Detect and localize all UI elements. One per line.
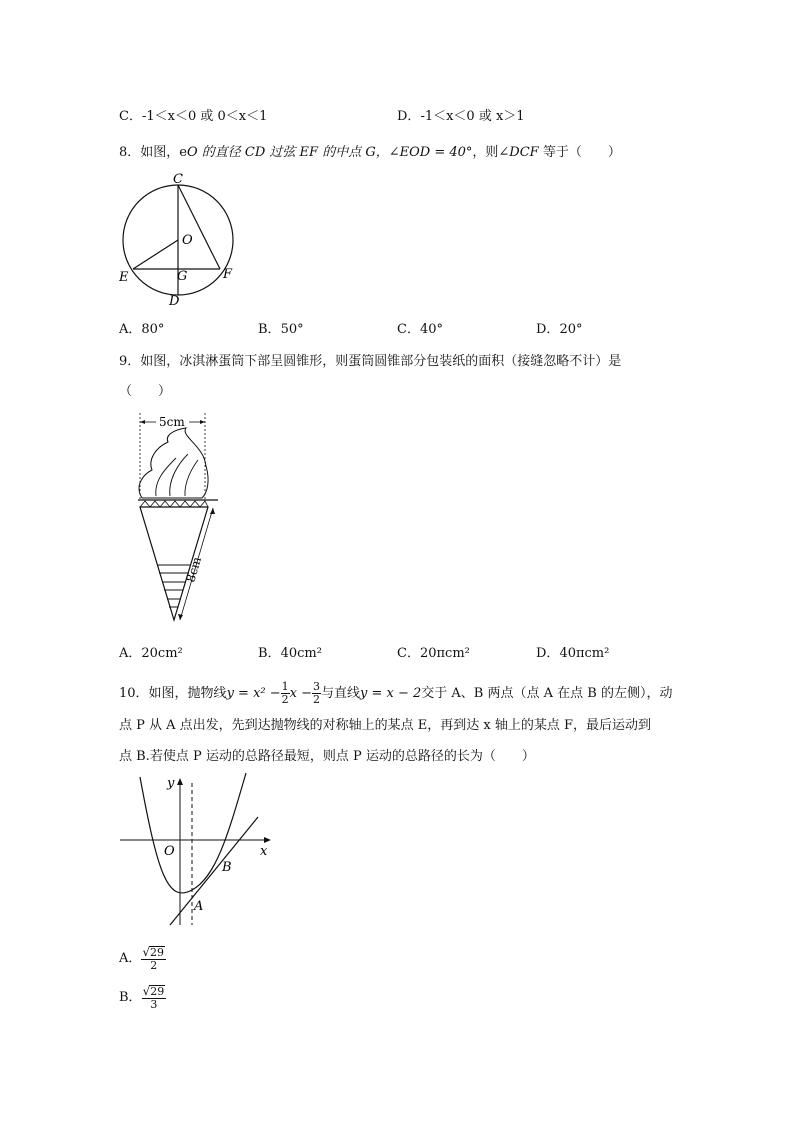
q7-option-d-label: D． <box>397 109 421 124</box>
width-label: 5cm <box>159 415 185 429</box>
label-o: O <box>182 233 193 248</box>
q10-line1-c: 交于 A、B 两点（点 A 在点 B 的左侧），动 <box>421 686 673 701</box>
ice-cream-top <box>139 428 208 498</box>
q10-line1-b: 与直线 <box>321 686 361 701</box>
q10-line2: 点 P 从 A 点出发，先到达抛物线的对称轴上的某点 E，再到达 x 轴上的某点 F，最后运动到 <box>119 718 652 733</box>
q8-stem-d: 等于（ ） <box>538 145 621 160</box>
option-b-fraction: $\frac{√29}{3}$ <box>142 984 165 1011</box>
q7-option-d-text: -1＜x＜0 或 x＞1 <box>420 109 525 124</box>
q9-option-b <box>258 646 322 662</box>
q9-option-d-label: D． <box>536 646 560 661</box>
q10-number: 10． <box>119 686 149 701</box>
q9-option-b-text: 40cm² <box>280 646 322 661</box>
parabola-lhs: y = x² − <box>226 686 281 701</box>
q8-angle-given: ∠EOD = 40° <box>388 145 473 160</box>
q9-stem <box>119 354 621 370</box>
q8-option-b <box>258 322 304 338</box>
label-e: E <box>119 270 129 285</box>
q7-option-c-label: C． <box>119 109 142 124</box>
q7-option-c <box>119 109 267 125</box>
q9-option-a <box>119 646 183 662</box>
label-g: G <box>177 269 188 284</box>
q8-angle-asked: ∠DCF <box>498 145 539 160</box>
option-a-fraction: $\frac{√29}{2}$ <box>142 945 165 972</box>
q9-option-d <box>536 646 609 662</box>
segment-oe <box>133 240 178 269</box>
q9-number: 9． <box>119 354 141 369</box>
q8-option-c-label: C． <box>397 322 420 337</box>
label-d: D <box>169 294 180 309</box>
q8-option-b-label: B． <box>258 322 281 337</box>
q9-option-d-text: 40πcm² <box>559 646 610 661</box>
q10-line1-a: 如图，抛物线 <box>148 686 227 701</box>
q10-line1 <box>119 681 672 706</box>
line-equation: y = x − 2 <box>360 686 422 701</box>
point-b-label: B <box>222 860 232 875</box>
label-c: C <box>173 172 183 187</box>
q7-option-c-text: -1＜x＜0 或 0＜x＜1 <box>141 109 268 124</box>
point-a-label: A <box>194 899 204 914</box>
q9-stem-text: 如图，冰淇淋蛋筒下部呈圆锥形，则蛋筒圆锥部分包装纸的面积（接缝忽略不计）是 <box>140 354 622 369</box>
q8-option-b-text: 50° <box>280 322 304 337</box>
q9-option-a-label: A． <box>119 646 142 661</box>
parabola-mid: x − <box>289 686 312 701</box>
q8-number: 8． <box>119 145 141 160</box>
q10-option-b-label: B． <box>119 990 142 1005</box>
q9-option-c-label: C． <box>397 646 420 661</box>
q10-line3: 点 B.若使点 P 运动的总路径最短，则点 P 运动的总路径的长为（ ） <box>119 749 535 764</box>
q8-option-a-text: 80° <box>141 322 165 337</box>
q8-option-c-text: 40° <box>419 322 443 337</box>
q8-circle-figure <box>115 170 245 310</box>
q9-option-c-text: 20πcm² <box>419 646 470 661</box>
q8-option-d <box>536 322 582 338</box>
q9-icecream-figure <box>130 410 230 630</box>
q9-option-b-label: B． <box>258 646 281 661</box>
circle-symbol: e <box>179 145 187 160</box>
y-axis-label: y <box>167 776 175 791</box>
q8-stem-a: 如图， <box>140 145 180 160</box>
origin-label: O <box>164 844 175 859</box>
q8-option-c <box>397 322 443 338</box>
q8-stem <box>119 145 621 161</box>
q7-option-d <box>397 109 525 125</box>
q8-option-d-label: D． <box>536 322 560 337</box>
fraction-one-half: $\frac{1}{2}$ <box>281 680 289 706</box>
q9-option-a-text: 20cm² <box>141 646 183 661</box>
q9-option-c <box>397 646 470 662</box>
line-y-x-2 <box>170 817 258 925</box>
q8-stem-c: ，则 <box>472 145 499 160</box>
q10-option-a-label: A． <box>119 951 142 966</box>
q8-option-a-label: A． <box>119 322 142 337</box>
slant-label: 8cm <box>183 555 204 584</box>
q10-graph-figure <box>118 775 278 935</box>
fraction-three-halves: $\frac{3}{2}$ <box>313 680 320 706</box>
q8-stem-b: O 的直径 CD 过弦 EF 的中点 G， <box>187 145 389 160</box>
q10-option-a <box>119 946 166 972</box>
label-f: F <box>223 267 233 282</box>
x-axis-label: x <box>260 844 268 859</box>
q10-option-b <box>119 985 166 1011</box>
q9-stem-tail: （ ） <box>119 384 172 399</box>
q8-option-a <box>119 322 164 338</box>
q8-option-d-text: 20° <box>559 322 583 337</box>
